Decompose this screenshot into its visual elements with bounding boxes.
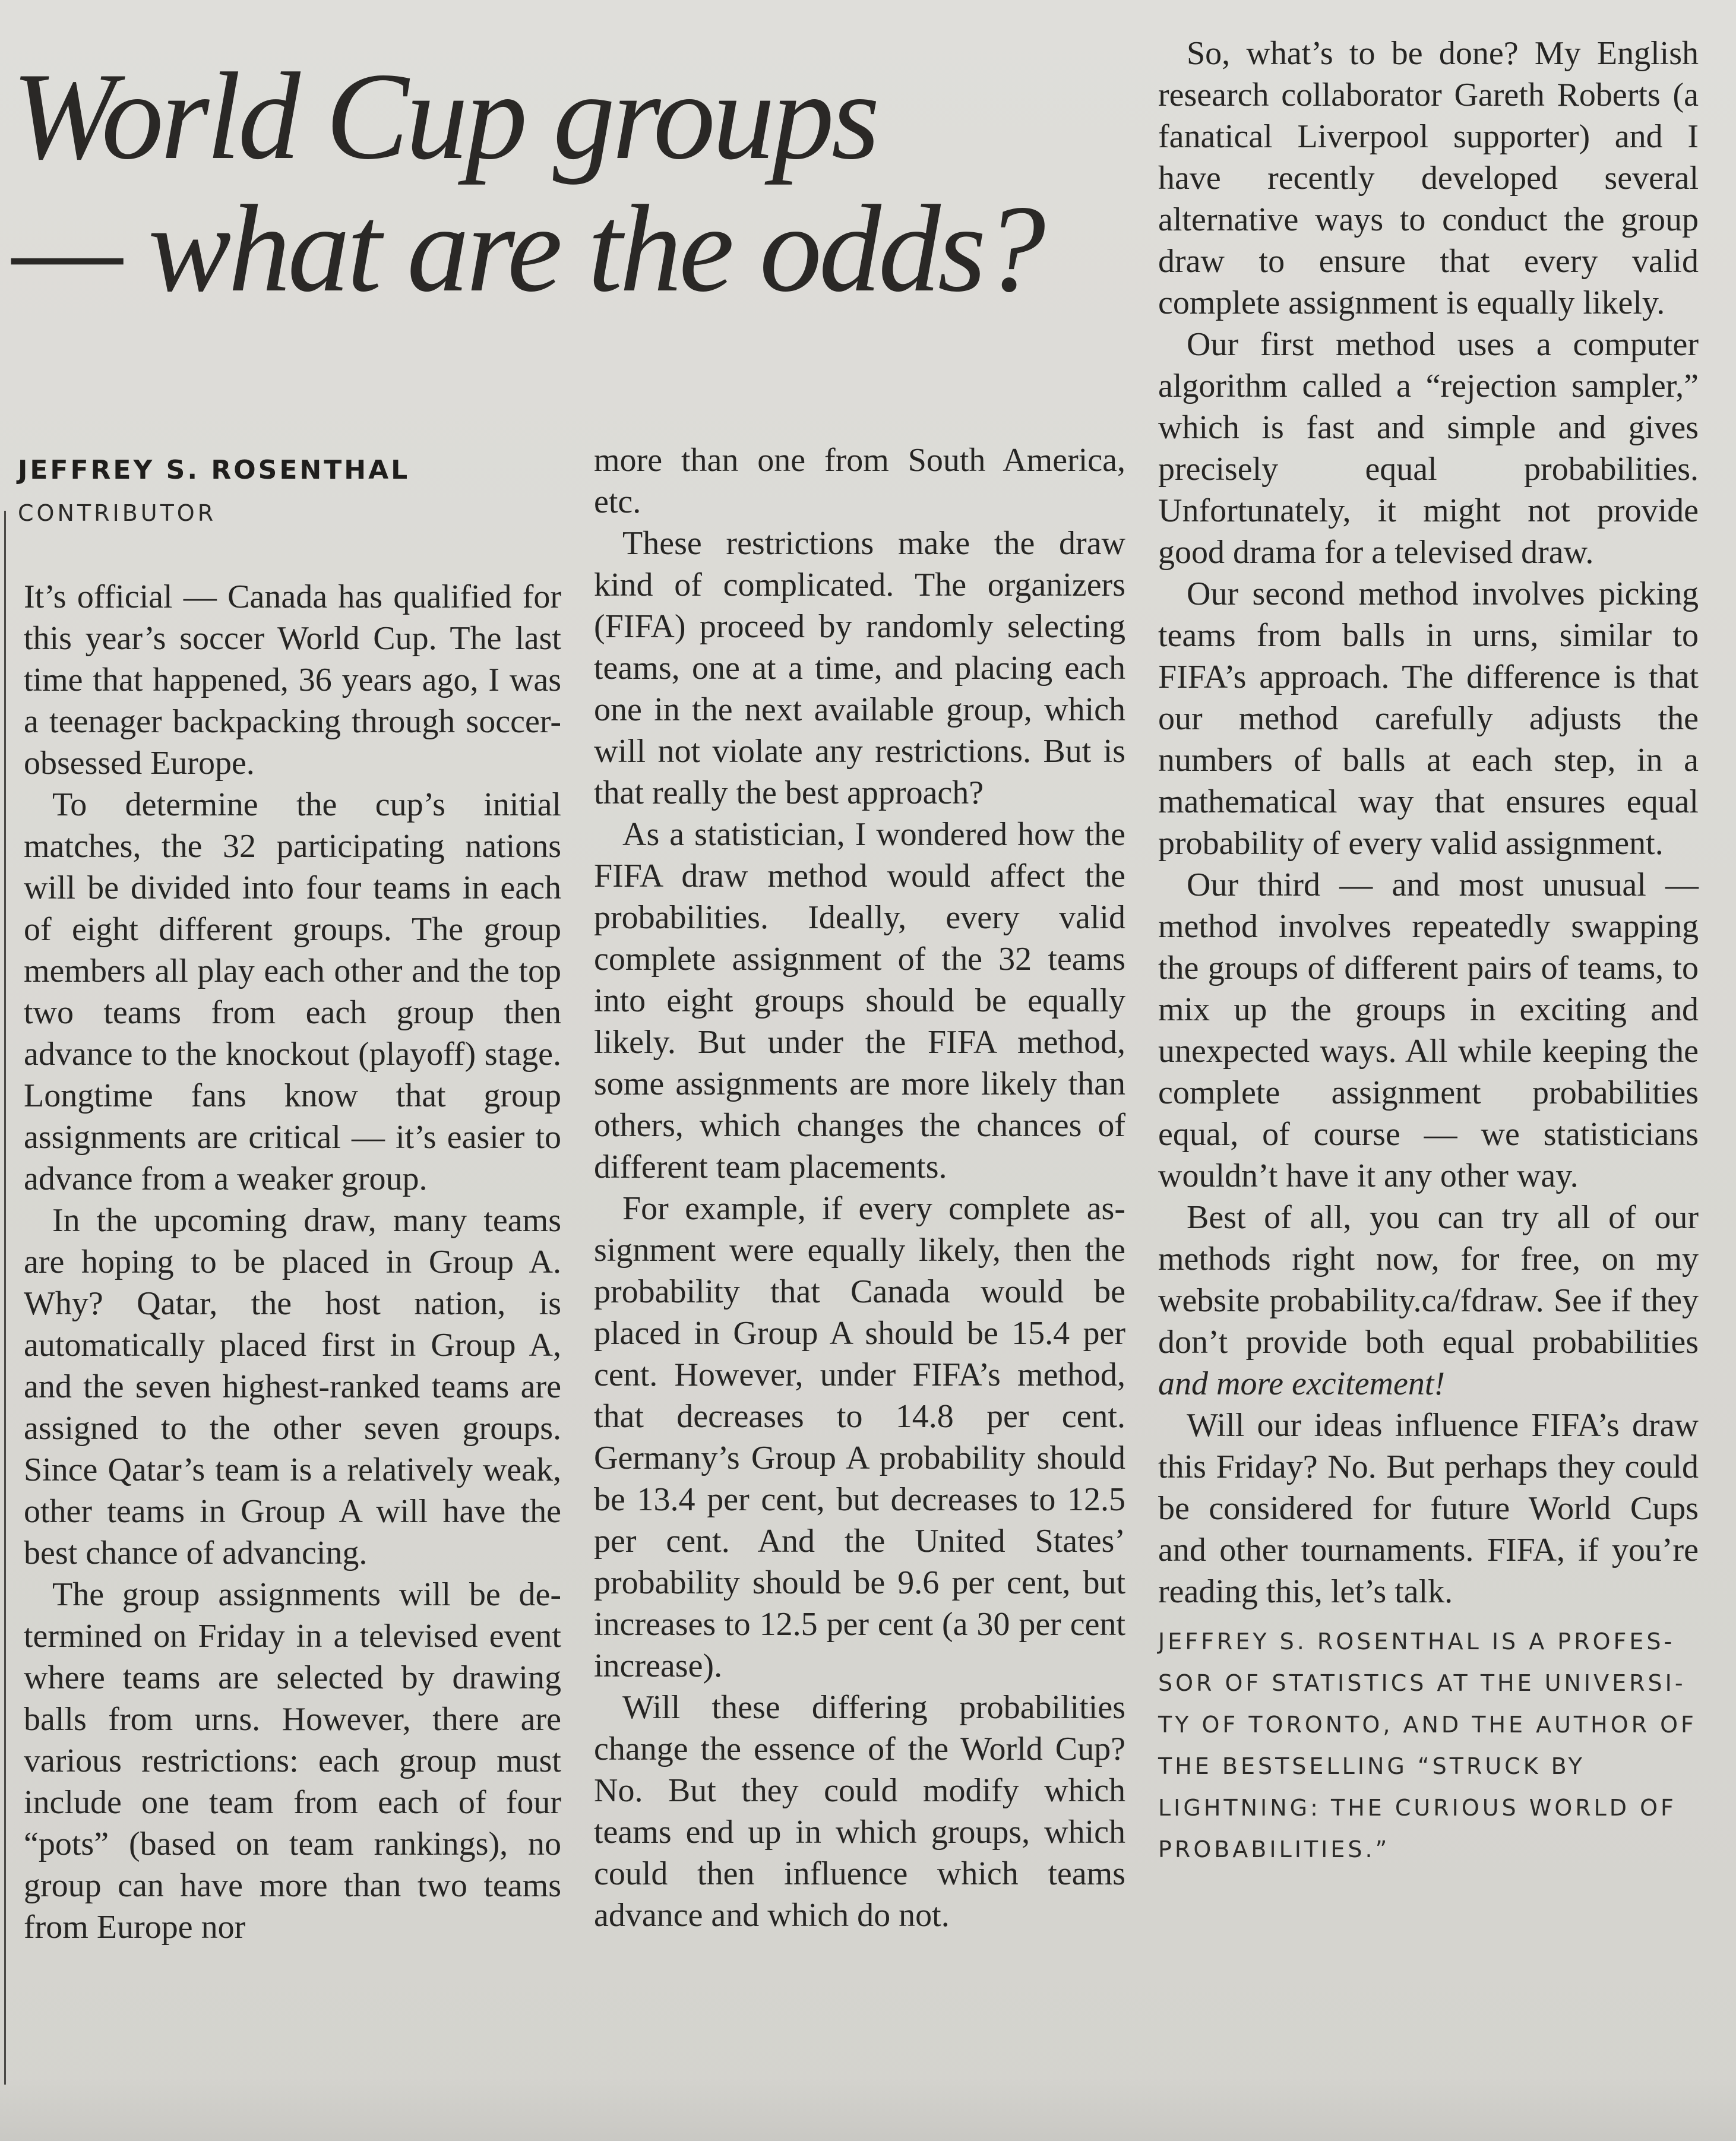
paragraph: Our first method uses a computer algorithm called a “rejection sampler,” which is fast and simple and gives precisely equal probabilities. Unfortunately, it might not provide good drama for a televised draw.	[1158, 326, 1699, 571]
paragraph: These restrictions make the draw kind of complicated. The organizers (FIFA) proceed by randomly selecting teams, one at a time, and placing each one in the next available group, which will not violate any restrictions. But is that really the best approach?	[594, 525, 1125, 811]
paragraph: In the upcoming draw, many teams are hoping to be placed in Group A. Why? Qatar, the host nation, is automatically placed first in Group A, and the seven highest-ranked teams are assigned to the other seven groups. Since Qatar’s team is a relatively weak, other teams in Group A will have the best chance of advancing.	[24, 1202, 561, 1571]
paragraph-text: Best of all, you can try all of our methods right now, for free, on my website probability.ca/fdraw. See if they don’t provide both equal probabilities	[1158, 1199, 1699, 1361]
page-shadow	[0, 2076, 1736, 2141]
column-1	[24, 576, 561, 1948]
paragraph: Will our ideas influence FIFA’s draw this Friday? No. But perhaps they could be considered for future World Cups and other tournaments. FIFA, if you’re reading this, let’s talk.	[1158, 1407, 1699, 1610]
paragraph: Will these differing probabilities change the essence of the World Cup? No. But they could modify which teams end up in which groups, which could then influence which teams advance and which do not.	[594, 1689, 1125, 1934]
paragraph: It’s official — Canada has qualified for this year’s soccer World Cup. The last time that happened, 36 years ago, I was a teenager backpacking through soccer-obsessed Europe.	[24, 578, 561, 782]
paragraph: So, what’s to be done? My English research collaborator Gareth Roberts (a fanatical Liverpool supporter) and I have recently developed several alternative ways to conduct the group draw to ensure that every valid complete assignment is equally likely.	[1158, 35, 1699, 321]
column-3	[1158, 33, 1699, 1870]
author-role: CONTRIBUTOR	[18, 500, 217, 526]
emphasis-text: and more excitement!	[1158, 1365, 1446, 1402]
column-2	[594, 439, 1125, 1936]
paragraph: more than one from South America, etc.	[594, 442, 1125, 520]
headline-line-2: — what are the odds?	[12, 179, 1043, 318]
headline	[12, 48, 1128, 318]
paragraph: Our third — and most unusual — method involves repeatedly swapping the groups of different pairs of teams, to mix up the groups in exciting and unexpected ways. All while keeping the complete assignment probabilities equal, of course — we statisticians wouldn’t have it any other way.	[1158, 866, 1699, 1194]
author-byline: JEFFREY S. ROSENTHAL	[18, 455, 410, 485]
author-bio: JEFFREY S. ROSENTHAL IS A PROFESSOR OF STATISTICS AT THE UNIVERSITY OF TORONTO, AND THE AUTHOR OF THE BESTSELLING “STRUCK BY LIGHTNING: THE CURIOUS WORLD OF PROBABILITIES.”	[1158, 1628, 1697, 1862]
paragraph: To determine the cup’s initial matches, the 32 participating nations will be divided into four teams in each of eight different groups. The group members all play each other and the top two teams from each group then advance to the knockout (playoff) stage. Longtime fans know that group assignments are critical — it’s easier to advance from a weaker group.	[24, 786, 561, 1197]
headline-line-1: World Cup groups	[12, 48, 877, 185]
paragraph: The group assignments will be determined on Friday in a televised event where teams are selected by drawing balls from urns. However, there are various restrictions: each group must include one team from each of four “pots” (based on team rankings), no group can have more than two teams from Europe nor	[24, 1576, 561, 1946]
column-rule	[4, 511, 6, 2085]
paragraph	[1158, 1197, 1699, 1405]
paragraph: As a statistician, I wondered how the FIFA draw method would affect the probabilities. Ideally, every valid complete assignment of the 32 teams into eight groups should be equally likely. But under the FIFA method, some assignments are more likely than others, which changes the chances of different team placements.	[594, 816, 1125, 1185]
paragraph: Our second method involves picking teams from balls in urns, similar to FIFA’s approach. The difference is that our method carefully adjusts the numbers of balls at each step, in a mathematical way that ensures equal probability of every valid assignment.	[1158, 575, 1699, 862]
paragraph: For example, if every complete assignment were equally likely, then the probability that Canada would be placed in Group A should be 15.4 per cent. However, under FIFA’s method, that decreases to 14.8 per cent. Germany’s Group A probability should be 13.4 per cent, but decreases to 12.5 per cent. And the United States’ probability should be 9.6 per cent, but increases to 12.5 per cent (a 30 per cent increase).	[594, 1190, 1125, 1684]
